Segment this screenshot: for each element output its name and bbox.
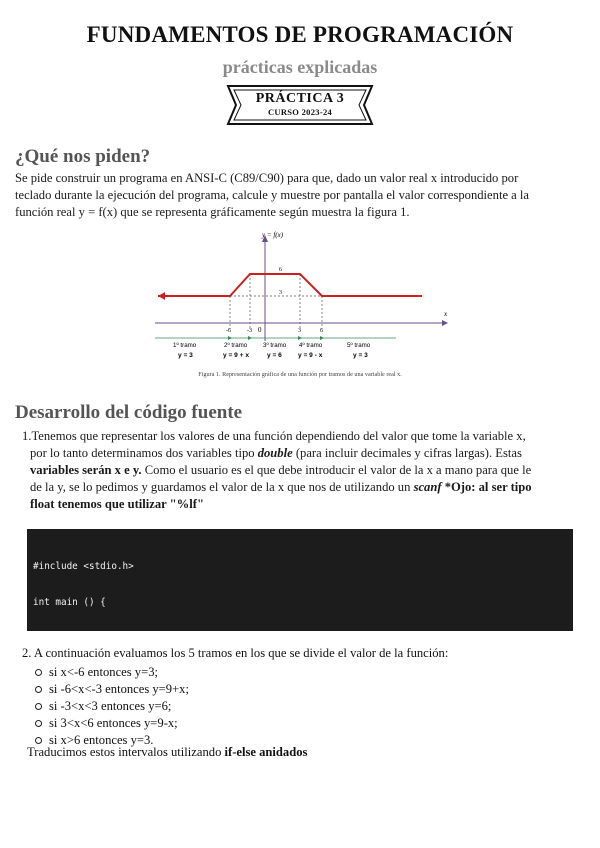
x-axis-label: x <box>444 310 448 318</box>
segment-marker-icon <box>298 336 302 340</box>
code-block <box>27 529 573 631</box>
segment-marker-icon <box>320 336 324 340</box>
list-item: si x<-6 entonces y=3; <box>35 664 435 681</box>
x-axis-arrow-icon <box>442 320 448 326</box>
segment-marker-icon <box>228 336 232 340</box>
segment-name: 4º tramo <box>299 342 323 349</box>
y-tick-3: 3 <box>279 290 282 296</box>
y-tick-6: 6 <box>279 267 282 273</box>
closing-line: Traducimos estos intervalos utilizando if-else anidados <box>27 745 308 759</box>
statement-line: función real y = f(x) que se representa gráficamente según muestra la figura 1. <box>15 205 410 219</box>
item-1-line: por lo tanto determinamos dos variables tipo double (para incluir decimales y cifras largas). Estas <box>30 446 522 460</box>
item-1-line: variables serán x e y. Como el usuario es el que debe introducir el valor de la x a mano para que le <box>30 463 532 477</box>
problem-statement <box>15 170 589 221</box>
segment-name: 5º tramo <box>347 342 371 349</box>
statement-line: teclado durante la ejecución del programa, calcule y muestre por pantalla el valor correspondiente a la <box>15 188 530 202</box>
condition-list <box>35 664 435 749</box>
statement-line: Se pide construir un programa en ANSI-C (C89/C90) para que, dado un valor real x introducido por <box>15 171 519 185</box>
segment-name: 1º tramo <box>173 342 197 349</box>
segment-formula: y = 9 - x <box>298 352 323 359</box>
item-2-intro: 2. A continuación evaluamos los 5 tramos en los que se divide el valor de la función: <box>22 646 449 660</box>
list-item: si x>6 entonces y=3. <box>35 732 435 749</box>
variables-highlight: variables serán x e y. <box>30 463 142 477</box>
x-tick-6: 6 <box>320 328 323 334</box>
section-heading-desarrollo: Desarrollo del código fuente <box>15 402 243 423</box>
item-1-line: 1.Tenemos que representar los valores de una función dependiendo del valor que tome la variable x, <box>22 429 526 443</box>
item-1-line: de la y, se lo pedimos y guardamos el valor de la x que nos de utilizando un scanf *Ojo: al ser tipo <box>30 480 532 494</box>
banner-title: PRÁCTICA 3 <box>255 91 345 106</box>
figure-caption: Figura 1. Representación gráfica de una función por tramos de una variable real x. <box>198 371 402 378</box>
segment-name: 2º tramo <box>224 342 248 349</box>
function-line <box>158 274 422 296</box>
x-tick-minus-3: -3 <box>247 328 252 334</box>
segment-formula: y = 9 + x <box>223 352 250 359</box>
if-else-highlight: if-else anidados <box>224 745 308 759</box>
section-heading-que-nos-piden: ¿Qué nos piden? <box>15 146 151 167</box>
segment-name: 3º tramo <box>263 342 287 349</box>
x-tick-minus-6: -6 <box>226 328 231 334</box>
code-line: int main () { <box>33 597 106 608</box>
x-tick-3: 3 <box>298 328 301 334</box>
segment-marker-icon <box>248 336 252 340</box>
segment-formula: y = 6 <box>267 352 282 359</box>
document-title: FUNDAMENTOS DE PROGRAMACIÓN <box>86 22 514 47</box>
left-arrow-icon <box>158 292 165 300</box>
item-1-line: float tenemos que utilizar "%lf" <box>30 497 204 511</box>
list-item: si 3<x<6 entonces y=9-x; <box>35 715 435 732</box>
scanf-keyword: scanf <box>413 480 442 494</box>
segment-formula: y = 3 <box>178 352 193 359</box>
origin-label: 0 <box>258 326 262 334</box>
segment-formula: y = 3 <box>353 352 368 359</box>
list-item: si -6<x<-3 entonces y=9+x; <box>35 681 435 698</box>
document-subtitle: prácticas explicadas <box>222 57 378 77</box>
double-keyword: double <box>257 446 293 460</box>
y-axis-label: y = f(x) <box>262 231 284 239</box>
banner-subtitle: CURSO 2023-24 <box>267 107 333 117</box>
code-line: #include <stdio.h> <box>33 561 134 572</box>
item-1-paragraph <box>22 428 590 513</box>
list-item: si -3<x<3 entonces y=6; <box>35 698 435 715</box>
function-graph <box>150 226 450 386</box>
